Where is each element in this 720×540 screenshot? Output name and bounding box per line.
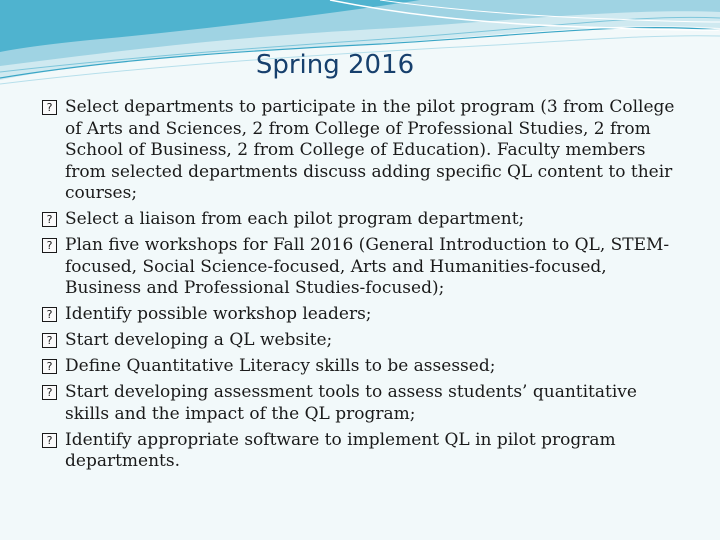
bullet-box-icon: ? [42, 385, 57, 400]
bullet-box-icon: ? [42, 333, 57, 348]
bullet-text: Plan five workshops for Fall 2016 (General Introduction to QL, STEM-focused, Social Science-focused, Arts and Humanities-focused, Business and Professional Studies-focused); [65, 235, 670, 298]
bullet-box-icon: ? [42, 307, 57, 322]
bullet-list [40, 97, 680, 477]
bullet-item [40, 235, 680, 300]
bullet-item [40, 382, 680, 425]
bullet-box-icon: ? [42, 238, 57, 253]
bullet-item [40, 356, 680, 378]
bullet-text: Select departments to participate in the pilot program (3 from College of Arts and Sciences, 2 from College of Professional Studies, 2 from School of Business, 2 from College of Education). Faculty members from selected departments discuss adding specific QL content to their courses; [65, 97, 675, 203]
bullet-box-icon: ? [42, 359, 57, 374]
bullet-text: Identify appropriate software to implement QL in pilot program departments. [65, 429, 616, 471]
bullet-item [40, 430, 680, 473]
bullet-box-icon: ? [42, 212, 57, 227]
bullet-item [40, 330, 680, 352]
bullet-text: Start developing assessment tools to assess students’ quantitative skills and the impact of the QL program; [65, 382, 637, 424]
bullet-text: Identify possible workshop leaders; [65, 304, 372, 324]
bullet-box-icon: ? [42, 433, 57, 448]
bullet-item [40, 209, 680, 231]
bullet-text: Select a liaison from each pilot program department; [65, 209, 525, 229]
bullet-item [40, 97, 680, 205]
slide-title: Spring 2016 [255, 50, 415, 80]
bullet-box-icon: ? [42, 100, 57, 115]
bullet-text: Define Quantitative Literacy skills to be assessed; [65, 356, 496, 376]
bullet-text: Start developing a QL website; [65, 330, 333, 350]
bullet-item [40, 304, 680, 326]
